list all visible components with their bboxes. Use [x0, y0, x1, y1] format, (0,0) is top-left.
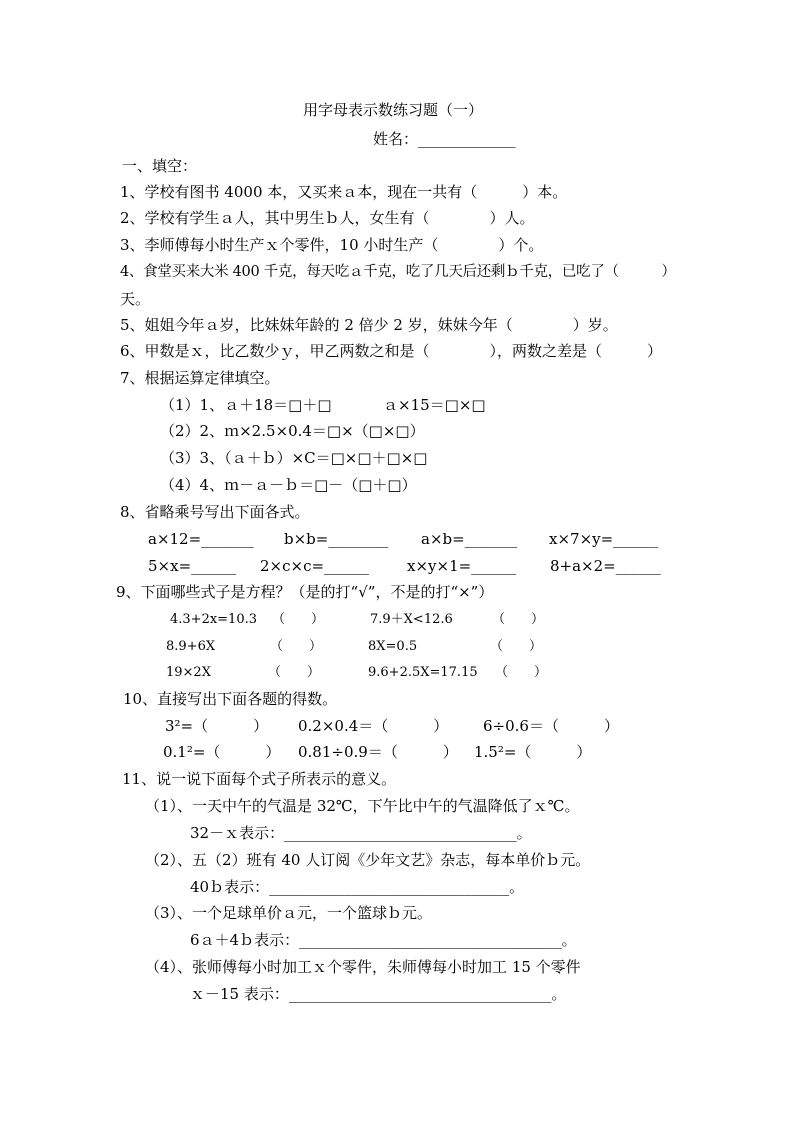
q9-answer: （ ） — [492, 612, 545, 627]
q9-answer: （ ） — [268, 665, 321, 680]
question-11-2: （2）、五（2）班有 40 人订阅《少年文艺》杂志，每本单价ｂ元。 — [145, 851, 591, 869]
q8-item: 5×x=______ — [148, 557, 237, 575]
question-7-1b: ａ×15＝□×□ — [383, 396, 486, 414]
question-3: 3、李师傅每小时生产ｘ个零件，10 小时生产（ ）个。 — [120, 236, 544, 254]
question-11-4-expression: ｘ－15 表示：___________________________________。 — [190, 985, 567, 1003]
question-11-1: （1）、一天中午的气温是 32℃，下午比中午的气温降低了ｘ℃。 — [145, 797, 580, 815]
question-7-4: （4）4、ｍ－ａ－ｂ＝□－（□＋□） — [160, 476, 417, 494]
question-4-line1: 4、食堂买来大米 400 千克，每天吃ａ千克，吃了几天后还剩ｂ千克，已吃了（ ） — [120, 264, 676, 280]
q8-item: x×y×1=______ — [407, 557, 517, 575]
question-10: 10、直接写出下面各题的得数。 — [123, 690, 338, 708]
q10-item: 0.1²=（ ） — [163, 743, 281, 761]
question-8: 8、省略乘号写出下面各式。 — [120, 503, 310, 521]
q10-item: 6÷0.6＝（ ） — [483, 717, 619, 735]
question-2: 2、学校有学生ａ人，其中男生ｂ人，女生有（ ）人。 — [120, 209, 535, 227]
page-title: 用字母表示数练习题（一） — [303, 101, 484, 119]
q10-item: 0.81÷0.9＝（ ） — [298, 743, 458, 761]
q9-equation: 7.9＋X<12.6 — [370, 612, 453, 627]
question-11: 11、说一说下面每个式子所表示的意义。 — [122, 770, 397, 788]
question-11-3-expression: 6ａ＋4ｂ表示：___________________________________。 — [190, 931, 577, 949]
question-7: 7、根据运算定律填空。 — [120, 369, 280, 387]
q8-item: a×b=_______ — [421, 530, 518, 548]
q10-item: 3²=（ ） — [165, 717, 269, 735]
question-7-3: （3）3、（ａ＋ｂ）×C＝□×□＋□×□ — [160, 449, 428, 467]
q8-item: b×b=________ — [284, 530, 389, 548]
question-7-2: （2）2、ｍ×2.5×0.4＝□×（□×□） — [160, 422, 425, 440]
q9-equation: 4.3+2x=10.3 — [170, 612, 258, 627]
q8-item: 2×c×c=______ — [260, 557, 370, 575]
q9-answer: （ ） — [272, 612, 325, 627]
q8-item: a×12=_______ — [148, 530, 254, 548]
q9-equation: 19×2X — [166, 665, 211, 680]
q10-item: 1.5²=（ ） — [474, 743, 592, 761]
question-7-1a: （1）1、ａ＋18＝□＋□ — [160, 396, 332, 414]
section-heading: 一、填空： — [122, 157, 198, 175]
name-field-line: 姓名：_____________ — [373, 130, 516, 148]
question-1: 1、学校有图书 4000 本，又买来ａ本，现在一共有（ ）本。 — [120, 183, 568, 201]
question-9: 9、下面哪些式子是方程？（是的打“√”，不是的打“×”） — [116, 583, 494, 601]
question-11-3: （3）、一个足球单价ａ元，一个篮球ｂ元。 — [145, 904, 433, 922]
q9-equation: 9.6+2.5X=17.15 — [368, 665, 478, 680]
q9-equation: 8X=0.5 — [368, 639, 418, 654]
q9-equation: 8.9+6X — [166, 639, 216, 654]
question-11-1-expression: 32－ｘ表示：_______________________________。 — [190, 824, 532, 842]
q8-item: 8+a×2=______ — [550, 557, 661, 575]
q9-answer: （ ） — [490, 639, 543, 654]
question-11-4: （4）、张师傅每小时加工ｘ个零件，朱师傅每小时加工 15 个零件 — [145, 958, 581, 976]
q9-answer: （ ） — [495, 665, 548, 680]
q9-answer: （ ） — [270, 639, 323, 654]
question-11-2-expression: 40ｂ表示：________________________________。 — [190, 878, 525, 896]
q8-item: x×7×y=______ — [549, 530, 659, 548]
q10-item: 0.2×0.4＝（ ） — [298, 717, 449, 735]
question-4-line2: 天。 — [120, 290, 151, 308]
question-6: 6、甲数是ｘ，比乙数少ｙ，甲乙两数之和是（ ），两数之差是（ ） — [120, 342, 663, 360]
question-5: 5、姐姐今年ａ岁，比妹妹年龄的 2 倍少 2 岁，妹妹今年（ ）岁。 — [120, 316, 618, 334]
